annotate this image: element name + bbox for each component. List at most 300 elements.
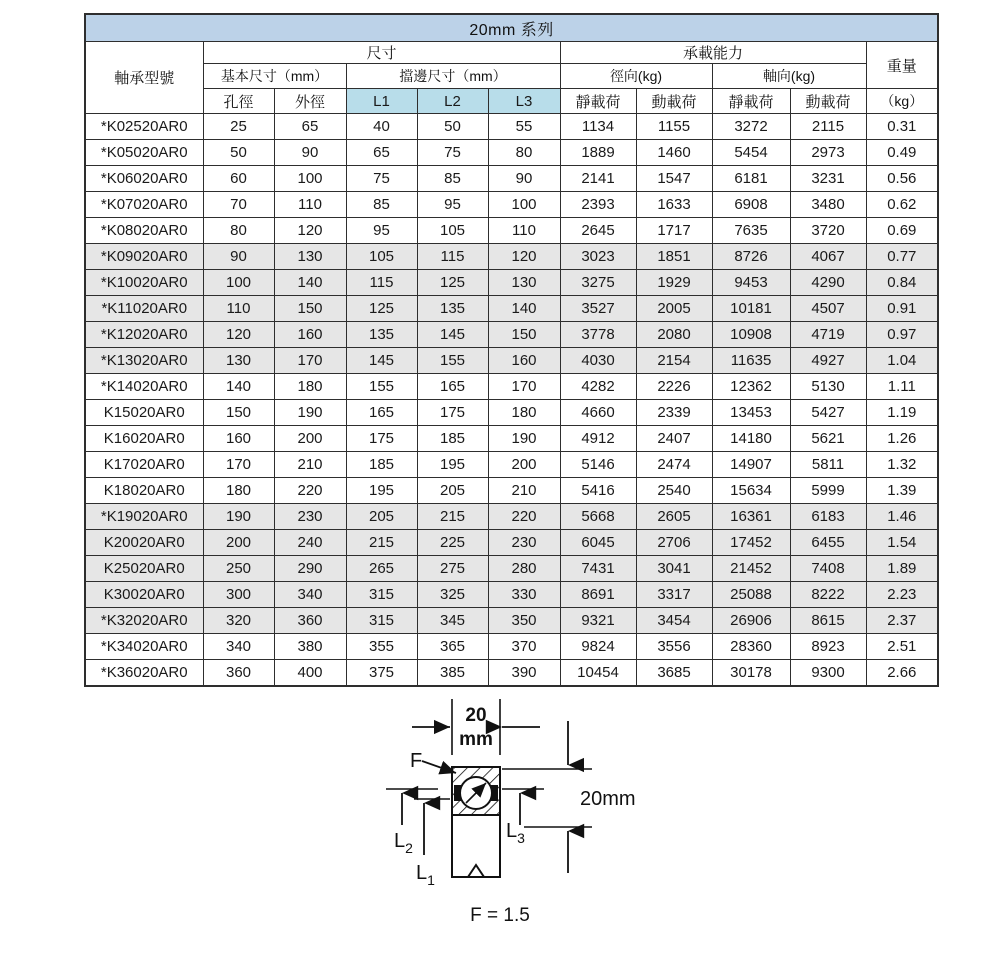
- cell-radial_dynamic: 1851: [636, 244, 712, 270]
- cell-l1: 65: [346, 140, 417, 166]
- cell-bore: 60: [203, 166, 274, 192]
- cell-model: K25020AR0: [85, 556, 203, 582]
- cell-outer: 140: [274, 270, 346, 296]
- cell-l1: 205: [346, 504, 417, 530]
- cell-weight: 0.62: [866, 192, 938, 218]
- cell-axial_dynamic: 4290: [790, 270, 866, 296]
- cell-l1: 155: [346, 374, 417, 400]
- cell-radial_dynamic: 2226: [636, 374, 712, 400]
- cell-outer: 170: [274, 348, 346, 374]
- cell-axial_dynamic: 4067: [790, 244, 866, 270]
- header-axial: 軸向(kg): [712, 64, 866, 89]
- header-row-group: [85, 42, 938, 64]
- cell-model: K30020AR0: [85, 582, 203, 608]
- cell-model: *K10020AR0: [85, 270, 203, 296]
- cell-model: *K07020AR0: [85, 192, 203, 218]
- cell-bore: 320: [203, 608, 274, 634]
- cell-model: K18020AR0: [85, 478, 203, 504]
- table-row: [85, 218, 938, 244]
- cell-radial_dynamic: 1633: [636, 192, 712, 218]
- cell-axial_dynamic: 9300: [790, 660, 866, 687]
- cell-radial_static: 3023: [560, 244, 636, 270]
- cell-radial_static: 6045: [560, 530, 636, 556]
- cell-bore: 120: [203, 322, 274, 348]
- cell-axial_static: 7635: [712, 218, 790, 244]
- table-row: [85, 608, 938, 634]
- cell-axial_dynamic: 4719: [790, 322, 866, 348]
- header-weight: 重量: [866, 42, 938, 89]
- cell-radial_dynamic: 1547: [636, 166, 712, 192]
- header-outer-diameter: 外徑: [274, 89, 346, 114]
- cell-axial_static: 14907: [712, 452, 790, 478]
- cell-radial_dynamic: 3454: [636, 608, 712, 634]
- cell-l2: 205: [417, 478, 488, 504]
- height-dimension-label: 20mm: [580, 788, 636, 810]
- cell-l1: 95: [346, 218, 417, 244]
- cell-bore: 160: [203, 426, 274, 452]
- table-row: [85, 504, 938, 530]
- cell-axial_dynamic: 3480: [790, 192, 866, 218]
- header-weight-unit: （kg）: [866, 89, 938, 114]
- cell-bore: 130: [203, 348, 274, 374]
- label-f: F: [410, 750, 423, 772]
- cell-weight: 1.04: [866, 348, 938, 374]
- cell-bore: 100: [203, 270, 274, 296]
- cell-l1: 355: [346, 634, 417, 660]
- cell-bore: 360: [203, 660, 274, 687]
- cell-radial_dynamic: 2407: [636, 426, 712, 452]
- cell-l3: 370: [488, 634, 560, 660]
- cell-outer: 230: [274, 504, 346, 530]
- cell-outer: 290: [274, 556, 346, 582]
- cell-l1: 75: [346, 166, 417, 192]
- f-leader-line: [422, 761, 456, 773]
- cell-axial_static: 8726: [712, 244, 790, 270]
- cell-l1: 315: [346, 582, 417, 608]
- cell-axial_dynamic: 2115: [790, 114, 866, 140]
- cell-weight: 2.51: [866, 634, 938, 660]
- cell-l3: 130: [488, 270, 560, 296]
- cell-l2: 165: [417, 374, 488, 400]
- cell-l2: 225: [417, 530, 488, 556]
- cell-l3: 230: [488, 530, 560, 556]
- cell-model: *K13020AR0: [85, 348, 203, 374]
- cell-axial_dynamic: 3231: [790, 166, 866, 192]
- cell-weight: 1.89: [866, 556, 938, 582]
- cell-weight: 2.37: [866, 608, 938, 634]
- header-l3: L3: [488, 89, 560, 114]
- cell-radial_dynamic: 3556: [636, 634, 712, 660]
- cell-l1: 165: [346, 400, 417, 426]
- cell-l2: 95: [417, 192, 488, 218]
- cell-l2: 105: [417, 218, 488, 244]
- cell-axial_static: 25088: [712, 582, 790, 608]
- cell-radial_dynamic: 1460: [636, 140, 712, 166]
- table-row: [85, 634, 938, 660]
- table-row: [85, 296, 938, 322]
- cell-outer: 65: [274, 114, 346, 140]
- cell-radial_static: 7431: [560, 556, 636, 582]
- cell-l3: 190: [488, 426, 560, 452]
- cell-axial_dynamic: 5811: [790, 452, 866, 478]
- cell-model: *K12020AR0: [85, 322, 203, 348]
- header-bore: 孔徑: [203, 89, 274, 114]
- cell-weight: 1.46: [866, 504, 938, 530]
- label-l1: $L_1$: [416, 862, 435, 888]
- header-load-capacity: 承載能力: [560, 42, 866, 64]
- cell-model: *K02520AR0: [85, 114, 203, 140]
- cell-radial_dynamic: 1717: [636, 218, 712, 244]
- cell-l1: 115: [346, 270, 417, 296]
- cell-axial_dynamic: 4507: [790, 296, 866, 322]
- cell-l2: 75: [417, 140, 488, 166]
- table-header: [85, 14, 938, 114]
- cell-outer: 210: [274, 452, 346, 478]
- cell-axial_static: 6181: [712, 166, 790, 192]
- cell-l1: 215: [346, 530, 417, 556]
- cell-axial_dynamic: 4927: [790, 348, 866, 374]
- cell-radial_dynamic: 3041: [636, 556, 712, 582]
- cell-axial_dynamic: 8923: [790, 634, 866, 660]
- cell-model: *K06020AR0: [85, 166, 203, 192]
- cell-radial_static: 5146: [560, 452, 636, 478]
- cell-radial_static: 1889: [560, 140, 636, 166]
- cell-axial_static: 14180: [712, 426, 790, 452]
- cell-outer: 240: [274, 530, 346, 556]
- cell-bore: 50: [203, 140, 274, 166]
- cell-bore: 140: [203, 374, 274, 400]
- header-l1: L1: [346, 89, 417, 114]
- cell-outer: 340: [274, 582, 346, 608]
- cell-axial_dynamic: 5130: [790, 374, 866, 400]
- cell-l3: 210: [488, 478, 560, 504]
- cell-l1: 195: [346, 478, 417, 504]
- cell-model: *K05020AR0: [85, 140, 203, 166]
- cell-l3: 170: [488, 374, 560, 400]
- cell-weight: 0.56: [866, 166, 938, 192]
- cell-bore: 190: [203, 504, 274, 530]
- cell-axial_static: 30178: [712, 660, 790, 687]
- cell-outer: 400: [274, 660, 346, 687]
- cell-l2: 345: [417, 608, 488, 634]
- cell-radial_static: 1134: [560, 114, 636, 140]
- cell-outer: 90: [274, 140, 346, 166]
- series-title: 20mm 系列: [85, 14, 938, 42]
- header-basic-dimensions: 基本尺寸（mm）: [203, 64, 346, 89]
- cell-radial_dynamic: 3685: [636, 660, 712, 687]
- cell-l3: 90: [488, 166, 560, 192]
- cell-weight: 0.69: [866, 218, 938, 244]
- cell-weight: 1.11: [866, 374, 938, 400]
- cell-l2: 50: [417, 114, 488, 140]
- cell-radial_dynamic: 2605: [636, 504, 712, 530]
- cell-l3: 110: [488, 218, 560, 244]
- cell-bore: 80: [203, 218, 274, 244]
- header-model: 軸承型號: [85, 42, 203, 114]
- cell-bore: 25: [203, 114, 274, 140]
- cell-radial_dynamic: 2339: [636, 400, 712, 426]
- cell-l1: 315: [346, 608, 417, 634]
- cell-l3: 350: [488, 608, 560, 634]
- cell-radial_dynamic: 1155: [636, 114, 712, 140]
- table-row: [85, 140, 938, 166]
- table-row: [85, 270, 938, 296]
- cell-model: *K19020AR0: [85, 504, 203, 530]
- cell-radial_static: 5668: [560, 504, 636, 530]
- cell-radial_static: 4912: [560, 426, 636, 452]
- cell-radial_dynamic: 2154: [636, 348, 712, 374]
- cell-axial_static: 13453: [712, 400, 790, 426]
- cell-axial_static: 16361: [712, 504, 790, 530]
- cell-outer: 100: [274, 166, 346, 192]
- cell-weight: 0.49: [866, 140, 938, 166]
- cell-l1: 175: [346, 426, 417, 452]
- label-l2: $L_2$: [394, 830, 413, 856]
- cell-l1: 145: [346, 348, 417, 374]
- cell-outer: 180: [274, 374, 346, 400]
- cell-axial_static: 5454: [712, 140, 790, 166]
- cell-axial_dynamic: 6455: [790, 530, 866, 556]
- cell-weight: 2.66: [866, 660, 938, 687]
- bearing-cross-section-diagram: [372, 697, 672, 897]
- width-dimension-unit: mm: [459, 729, 493, 750]
- cell-l2: 125: [417, 270, 488, 296]
- header-row-leaf: [85, 89, 938, 114]
- cell-outer: 190: [274, 400, 346, 426]
- cell-weight: 1.54: [866, 530, 938, 556]
- header-dimensions: 尺寸: [203, 42, 560, 64]
- table-row: [85, 166, 938, 192]
- cell-radial_dynamic: 2080: [636, 322, 712, 348]
- cell-radial_static: 3275: [560, 270, 636, 296]
- cell-outer: 150: [274, 296, 346, 322]
- cell-weight: 1.32: [866, 452, 938, 478]
- cell-axial_dynamic: 2973: [790, 140, 866, 166]
- cell-weight: 0.91: [866, 296, 938, 322]
- cell-l2: 135: [417, 296, 488, 322]
- cell-radial_dynamic: 2474: [636, 452, 712, 478]
- cell-l2: 185: [417, 426, 488, 452]
- table-row: [85, 192, 938, 218]
- cell-axial_static: 10181: [712, 296, 790, 322]
- cell-axial_dynamic: 3720: [790, 218, 866, 244]
- width-dimension-value: 20: [465, 705, 487, 726]
- cell-model: *K34020AR0: [85, 634, 203, 660]
- table-row: [85, 348, 938, 374]
- cell-axial_static: 3272: [712, 114, 790, 140]
- cell-axial_static: 9453: [712, 270, 790, 296]
- cell-model: *K08020AR0: [85, 218, 203, 244]
- table-row: [85, 374, 938, 400]
- cell-l1: 40: [346, 114, 417, 140]
- table-row: [85, 530, 938, 556]
- cell-model: K16020AR0: [85, 426, 203, 452]
- cell-radial_static: 2141: [560, 166, 636, 192]
- bearing-diagram-svg: [372, 697, 672, 897]
- cell-radial_dynamic: 2005: [636, 296, 712, 322]
- table-body: [85, 114, 938, 687]
- cell-model: *K11020AR0: [85, 296, 203, 322]
- table-row: [85, 244, 938, 270]
- header-axial-static: 靜載荷: [712, 89, 790, 114]
- header-axial-dynamic: 動載荷: [790, 89, 866, 114]
- cell-axial_static: 28360: [712, 634, 790, 660]
- cell-axial_dynamic: 5621: [790, 426, 866, 452]
- cell-l3: 390: [488, 660, 560, 687]
- cell-axial_dynamic: 8615: [790, 608, 866, 634]
- cell-axial_static: 26906: [712, 608, 790, 634]
- table-row: [85, 322, 938, 348]
- cell-weight: 0.84: [866, 270, 938, 296]
- cell-axial_static: 10908: [712, 322, 790, 348]
- cell-axial_static: 15634: [712, 478, 790, 504]
- cell-radial_static: 9824: [560, 634, 636, 660]
- table-row: [85, 556, 938, 582]
- header-row-subgroup: [85, 64, 938, 89]
- cell-l3: 220: [488, 504, 560, 530]
- cell-l3: 120: [488, 244, 560, 270]
- diagram-caption: F = 1.5: [470, 905, 530, 926]
- cell-radial_static: 4030: [560, 348, 636, 374]
- cell-l2: 215: [417, 504, 488, 530]
- cell-radial_dynamic: 1929: [636, 270, 712, 296]
- label-l3: $L_3$: [506, 820, 525, 846]
- cell-outer: 160: [274, 322, 346, 348]
- cell-radial_static: 9321: [560, 608, 636, 634]
- cell-model: K17020AR0: [85, 452, 203, 478]
- cell-l1: 185: [346, 452, 417, 478]
- cell-model: *K14020AR0: [85, 374, 203, 400]
- cell-radial_static: 8691: [560, 582, 636, 608]
- cell-weight: 2.23: [866, 582, 938, 608]
- cell-radial_static: 4660: [560, 400, 636, 426]
- cell-weight: 0.97: [866, 322, 938, 348]
- cell-l3: 180: [488, 400, 560, 426]
- cell-bore: 70: [203, 192, 274, 218]
- cell-l1: 135: [346, 322, 417, 348]
- table-row: [85, 400, 938, 426]
- cell-bore: 300: [203, 582, 274, 608]
- header-radial-dynamic: 動載荷: [636, 89, 712, 114]
- table-row: [85, 114, 938, 140]
- cell-l3: 55: [488, 114, 560, 140]
- specification-table-container: [84, 13, 937, 687]
- cell-l1: 125: [346, 296, 417, 322]
- cell-l3: 100: [488, 192, 560, 218]
- cell-bore: 90: [203, 244, 274, 270]
- cell-l2: 155: [417, 348, 488, 374]
- cell-weight: 1.26: [866, 426, 938, 452]
- cell-l3: 330: [488, 582, 560, 608]
- table-row: [85, 478, 938, 504]
- cell-l3: 160: [488, 348, 560, 374]
- cell-outer: 120: [274, 218, 346, 244]
- cell-weight: 1.39: [866, 478, 938, 504]
- cell-outer: 200: [274, 426, 346, 452]
- cell-bore: 170: [203, 452, 274, 478]
- cell-radial_static: 2645: [560, 218, 636, 244]
- cell-outer: 380: [274, 634, 346, 660]
- cell-axial_static: 11635: [712, 348, 790, 374]
- cell-weight: 0.31: [866, 114, 938, 140]
- cell-l3: 80: [488, 140, 560, 166]
- cell-model: K20020AR0: [85, 530, 203, 556]
- cell-axial_static: 21452: [712, 556, 790, 582]
- header-flange-dimensions: 擋邊尺寸（mm）: [346, 64, 560, 89]
- cell-axial_dynamic: 5427: [790, 400, 866, 426]
- cell-radial_dynamic: 2706: [636, 530, 712, 556]
- title-banner-row: [85, 14, 938, 42]
- cell-radial_static: 5416: [560, 478, 636, 504]
- header-radial: 徑向(kg): [560, 64, 712, 89]
- cell-axial_static: 12362: [712, 374, 790, 400]
- cell-bore: 110: [203, 296, 274, 322]
- cell-l2: 195: [417, 452, 488, 478]
- cell-l1: 105: [346, 244, 417, 270]
- cell-axial_dynamic: 7408: [790, 556, 866, 582]
- cell-l1: 85: [346, 192, 417, 218]
- cell-radial_static: 4282: [560, 374, 636, 400]
- cell-radial_static: 3778: [560, 322, 636, 348]
- cell-outer: 130: [274, 244, 346, 270]
- cell-outer: 220: [274, 478, 346, 504]
- cell-l2: 115: [417, 244, 488, 270]
- cell-model: *K32020AR0: [85, 608, 203, 634]
- cell-radial_static: 10454: [560, 660, 636, 687]
- cell-radial_dynamic: 3317: [636, 582, 712, 608]
- cell-radial_dynamic: 2540: [636, 478, 712, 504]
- cell-l3: 200: [488, 452, 560, 478]
- cell-bore: 250: [203, 556, 274, 582]
- cell-axial_static: 17452: [712, 530, 790, 556]
- cell-outer: 110: [274, 192, 346, 218]
- cell-weight: 0.77: [866, 244, 938, 270]
- cell-bore: 150: [203, 400, 274, 426]
- cell-axial_dynamic: 8222: [790, 582, 866, 608]
- cell-l2: 385: [417, 660, 488, 687]
- cell-l2: 175: [417, 400, 488, 426]
- cell-weight: 1.19: [866, 400, 938, 426]
- table-row: [85, 582, 938, 608]
- cell-l2: 365: [417, 634, 488, 660]
- header-l2: L2: [417, 89, 488, 114]
- cell-radial_static: 3527: [560, 296, 636, 322]
- cell-l3: 280: [488, 556, 560, 582]
- cell-l1: 375: [346, 660, 417, 687]
- cell-l1: 265: [346, 556, 417, 582]
- cell-bore: 180: [203, 478, 274, 504]
- cell-model: K15020AR0: [85, 400, 203, 426]
- cell-bore: 200: [203, 530, 274, 556]
- cell-axial_dynamic: 5999: [790, 478, 866, 504]
- cell-l2: 85: [417, 166, 488, 192]
- table-row: [85, 660, 938, 687]
- cell-bore: 340: [203, 634, 274, 660]
- cell-l3: 140: [488, 296, 560, 322]
- cell-axial_dynamic: 6183: [790, 504, 866, 530]
- cell-axial_static: 6908: [712, 192, 790, 218]
- header-radial-static: 靜載荷: [560, 89, 636, 114]
- cell-model: *K36020AR0: [85, 660, 203, 687]
- cell-l2: 145: [417, 322, 488, 348]
- cell-radial_static: 2393: [560, 192, 636, 218]
- cell-l3: 150: [488, 322, 560, 348]
- cell-model: *K09020AR0: [85, 244, 203, 270]
- cell-l2: 275: [417, 556, 488, 582]
- table-row: [85, 452, 938, 478]
- cell-l2: 325: [417, 582, 488, 608]
- table-row: [85, 426, 938, 452]
